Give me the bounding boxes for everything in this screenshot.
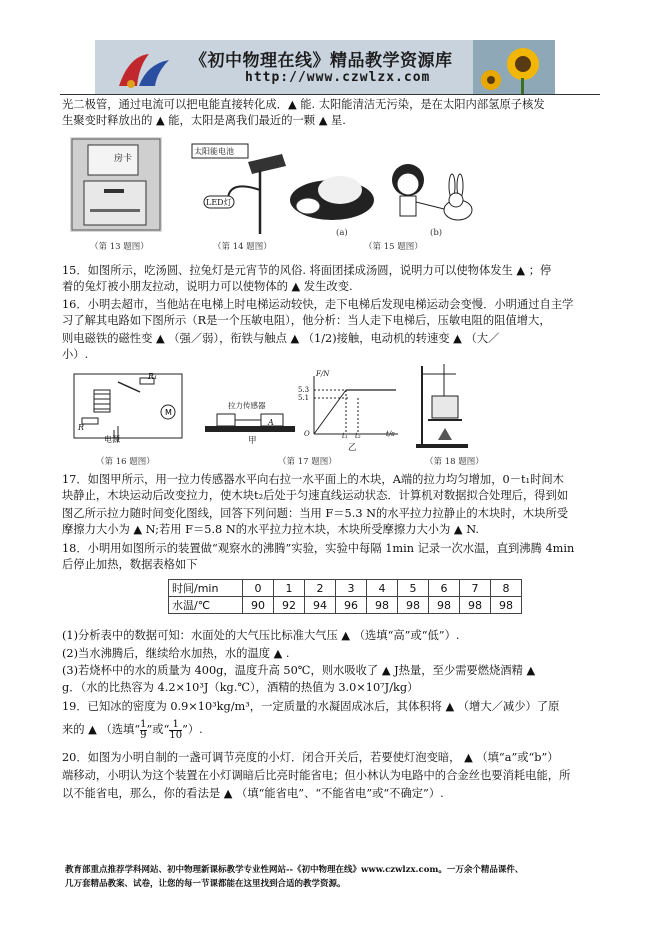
tick-t2: t₂ [355,432,361,440]
table-cell: 94 [305,597,336,614]
data-table [168,579,522,614]
table-row-temp [169,597,522,614]
table-cell: 96 [336,597,367,614]
a-label: A [268,418,274,427]
question-17-line4: 摩擦力大小为 ▲ N;若用 F＝5.8 N的水平拉力拉木块，木块所受摩擦力大小为 ▲ N. [62,523,479,536]
caption-15: （第 15 题图） [364,242,423,252]
header-url[interactable]: http://www.czwlzx.com [245,70,431,85]
question-18-part3-cont: g．（水的比热容为 4.2×10³J（kg.℃），酒精的热值为 3.0×10⁷J/kg） [62,681,419,694]
question-17-line2: 块静止，木块运动后改变拉力，使木块t₂后处于匀速直线运动状态．计算机对数据拟合处理后，得到如 [62,489,569,502]
fraction-one-tenth: $\frac{1}{10}$ [169,718,183,741]
power-label: 电源 [104,435,120,444]
question-19-line1: 19．已知冰的密度为 0.9×10³kg/m³，一定质量的水凝固成冰后，其体积将 ▲ （增大／减少）了原 [62,700,560,713]
site-logo [109,46,181,90]
figure-15b-rabbit-lantern [386,152,486,232]
table-cell: 98 [398,597,429,614]
r1-label: R₁ [148,372,158,381]
figure-16-circuit [68,368,188,444]
figure-15a-dough [282,160,382,230]
question-18-line1: 18．小明用如图所示的装置做“观察水的沸腾”实验，实验中每隔 1min 记录一次水温，直到沸腾 4min [62,542,575,555]
question-15-line1: 15．如图所示，吃汤圆、拉兔灯是元宵节的风俗. 将面团揉成汤圆，说明力可以使物体发生 ▲ ；停 [62,264,552,277]
table-cell: 98 [367,597,398,614]
caption-16: （第 16 题图） [96,457,155,467]
header-title: 《初中物理在线》精品教学资源库 [190,51,453,71]
tick-t1: t₁ [342,432,348,440]
table-cell: 3 [336,580,367,597]
jia-label: 甲 [248,436,257,446]
led-label: LED灯 [206,198,232,207]
question-15-line2: 着的兔灯被小朋友拉动，说明力可以使物体的 ▲ 发生改变. [62,280,353,293]
table-cell: 5 [398,580,429,597]
sensor-label: 拉力传感器 [228,401,266,410]
question-18-part2: (2)当水沸腾后，继续给水加热，水的温度 ▲ . [62,647,290,660]
subfig-a-label: (a) [336,228,348,238]
text-line: 生聚变时释放出的 ▲ 能，太阳是离我们最近的一颗 ▲ 星. [62,114,346,127]
caption-13: （第 13 题图） [90,242,149,252]
question-20-line1: 20．如图为小明自制的一盏可调节亮度的小灯．闭合开关后，若要使灯泡变暗， ▲ （填“a”或“b”） [62,751,559,764]
question-16-line4: 小）. [62,348,89,361]
table-cell: 0 [243,580,274,597]
fraction-one-ninth: $\frac{1}{9}$ [140,718,147,741]
footer-line2: 几万套精品教案、试卷，让您的每一节课都能在这里找到合适的教学资源。 [65,879,346,889]
table-cell: 98 [429,597,460,614]
solar-label: 太阳能电池 [194,147,234,156]
table-cell: 90 [243,597,274,614]
origin-label: O [304,430,310,438]
table-cell: 4 [367,580,398,597]
question-18-part1: (1)分析表中的数据可知：水面处的大气压比标准大气压 ▲ （选填“高”或“低”）. [62,629,460,642]
caption-14: （第 14 题图） [213,242,272,252]
question-20-line2: 端移动，小明认为这个装置在小灯调暗后比亮时能省电；但小林认为电路中的合金丝也要消耗电能，所 [62,769,571,782]
table-header: 时间/min [169,580,243,597]
axis-f-label: F/N [316,370,330,378]
tick-5-1: 5.1 [298,394,310,402]
table-cell: 7 [460,580,491,597]
figure-17-jia-setup [205,390,295,440]
table-cell: 2 [305,580,336,597]
r-label: R [78,423,85,432]
question-16-line3: 则电磁铁的磁性变 ▲ （强／弱），衔铁与触点 ▲ （1/2)接触，电动机的转速变 ▲ （大／ [62,332,500,345]
figure-18-boiling-apparatus [410,360,470,450]
caption-17: （第 17 题图） [278,457,337,467]
yi-label: 乙 [348,443,357,453]
question-18-part3: (3)若烧杯中的水的质量为 400g，温度升高 50℃，则水吸收了 ▲ J热量，至少需要燃烧酒精 ▲ [62,664,536,677]
question-18-line2: 后停止加热，数据表格如下 [62,558,198,571]
table-cell: 92 [274,597,305,614]
table-cell: 1 [274,580,305,597]
tick-5-3: 5.3 [298,386,310,394]
footer-line1: 教育部重点推荐学科网站、初中物理新课标教学专业性网站--《初中物理在线》www.czwlzx.com。一万余个精品课件、 [65,865,524,875]
table-header: 水温/℃ [169,597,243,614]
q19-middle: ”或“ [146,723,170,736]
question-17-line3: 图乙所示拉力随时间变化图线，回答下列问题：当用 F＝5.3 N的水平拉力拉静止的木块时，木块所受 [62,507,569,520]
caption-18: （第 18 题图） [425,457,484,467]
question-17-line1: 17．如图甲所示，用一拉力传感器水平向右拉一水平面上的木块，A端的拉力均匀增加，0－t₁时间木 [62,473,564,486]
header-rule [60,94,600,95]
subfig-b-label: (b) [430,228,443,238]
table-cell: 8 [491,580,522,597]
axis-t-label: t/s [386,430,395,438]
sunflower-image [473,40,555,94]
table-row-time [169,580,522,597]
q19-prefix: 来的 ▲ （选填“ [62,723,141,736]
question-16-line2: 习了解其电路如下图所示（R是一个压敏电阻），他分析：当人走下电梯后，压敏电阻的阻值增大， [62,314,551,327]
figure-17-yi-graph [300,372,400,438]
question-20-line3: 以不能省电，那么，你的看法是 ▲ （填“能省电”、“不能省电”或“不确定”）. [62,787,444,800]
question-16-line1: 16．小明去超市，当他站在电梯上时电梯运动较快，走下电梯后发现电梯运动会变慢．小明通过自主学 [62,298,574,311]
table-cell: 6 [429,580,460,597]
card-label: 房卡 [114,154,133,164]
table-cell: 98 [460,597,491,614]
text-line: 光二极管，通过电流可以把电能直接转化成．▲ 能. 太阳能清洁无污染，是在太阳内部氢原子核发 [62,98,545,111]
q19-suffix: ”）. [182,723,203,736]
header-banner [95,40,555,94]
table-cell: 98 [491,597,522,614]
question-19-line2 [62,718,602,742]
svg-text:M: M [165,408,172,417]
